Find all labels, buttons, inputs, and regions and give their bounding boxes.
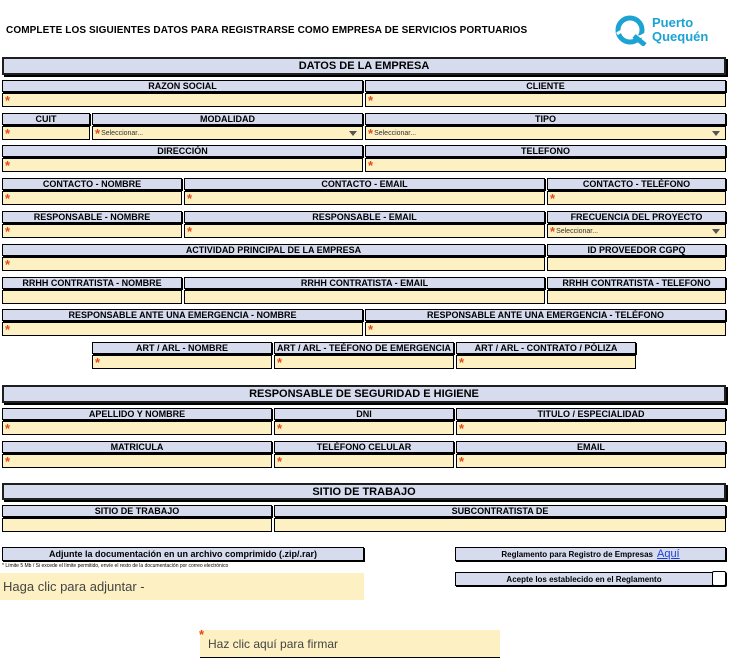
required-mark: * <box>5 453 11 469</box>
logo-text-quequen: Quequén <box>652 29 709 44</box>
direccion-input[interactable] <box>2 158 363 172</box>
telefono-celular-input[interactable] <box>274 454 454 468</box>
subcontratista-input[interactable] <box>274 518 726 532</box>
required-mark: * <box>459 420 465 436</box>
titulo-input[interactable] <box>456 421 726 435</box>
label-email: EMAIL <box>456 441 726 453</box>
required-mark: * <box>368 92 374 108</box>
label-responsable-email: RESPONSABLE - EMAIL <box>184 211 545 223</box>
label-contacto-telefono: CONTACTO - TELÉFONO <box>547 178 726 190</box>
emergencia-telefono-input[interactable] <box>365 322 726 336</box>
required-mark: * <box>5 321 11 337</box>
page-title: COMPLETE LOS SIGUIENTES DATOS PARA REGISTRARSE COMO EMPRESA DE SERVICIOS PORTUARIOS <box>6 25 528 36</box>
label-art-telefono: ART / ARL - TEÉFONO DE EMERGENCIA <box>274 342 454 354</box>
puerto-quequen-logo-icon <box>614 14 648 46</box>
required-mark: * <box>368 125 374 141</box>
signature-field[interactable] <box>199 627 500 658</box>
label-art-contrato: ART / ARL - CONTRATO / PÓLIZA <box>456 342 636 354</box>
label-contacto-nombre: CONTACTO - NOMBRE <box>2 178 182 190</box>
attach-note: * Límite 5 Mb / Si excede el límite permitido, envíe el resto de la documentación por correo electrónico <box>2 563 229 569</box>
chevron-down-icon <box>712 229 720 234</box>
label-modalidad: MODALIDAD <box>92 113 363 125</box>
label-rrhh-telefono: RRHH CONTRATISTA - TELEFONO <box>547 277 726 289</box>
required-mark: * <box>5 157 11 173</box>
required-mark: * <box>550 223 556 239</box>
label-direccion: DIRECCIÓN <box>2 145 363 157</box>
required-mark: * <box>5 256 11 272</box>
art-nombre-input[interactable] <box>92 355 272 369</box>
label-frecuencia: FRECUENCIA DEL PROYECTO <box>547 211 726 223</box>
reglamento-label: Reglamento para Registro de Empresas <box>501 549 653 559</box>
matricula-input[interactable] <box>2 454 272 468</box>
required-mark: * <box>5 420 11 436</box>
label-rrhh-email: RRHH CONTRATISTA - EMAIL <box>184 277 545 289</box>
modalidad-select[interactable] <box>92 126 363 140</box>
required-mark: * <box>368 157 374 173</box>
rrhh-telefono-input[interactable] <box>547 290 726 304</box>
contacto-email-input[interactable] <box>184 191 545 205</box>
required-mark: * <box>550 190 556 206</box>
rrhh-nombre-input[interactable] <box>2 290 182 304</box>
logo-text-puerto: Puerto <box>652 15 694 30</box>
chevron-down-icon <box>349 131 357 136</box>
responsable-email-input[interactable] <box>184 224 545 238</box>
required-mark: * <box>187 223 193 239</box>
label-emergencia-nombre: RESPONSABLE ANTE UNA EMERGENCIA - NOMBRE <box>2 309 363 321</box>
label-matricula: MATRICULA <box>2 441 272 453</box>
id-proveedor-input[interactable] <box>547 257 726 271</box>
attach-label: Adjunte la documentación en un archivo comprimido (.zip/.rar) <box>2 547 364 561</box>
section-sitio-trabajo: SITIO DE TRABAJO <box>2 483 726 500</box>
frecuencia-select[interactable] <box>547 224 726 238</box>
label-subcontratista: SUBCONTRATISTA DE <box>274 505 726 517</box>
required-mark: * <box>95 354 101 370</box>
dni-input[interactable] <box>274 421 454 435</box>
section-datos-empresa: DATOS DE LA EMPRESA <box>2 57 726 75</box>
apellido-nombre-input[interactable] <box>2 421 272 435</box>
frecuencia-selected: Seleccionar... <box>556 227 599 235</box>
required-mark: * <box>459 453 465 469</box>
label-telefono: TELEFONO <box>365 145 726 157</box>
required-mark: * <box>187 190 193 206</box>
label-telefono-celular: TELÉFONO CELULAR <box>274 441 454 453</box>
required-mark: * <box>277 420 283 436</box>
required-mark: * <box>5 223 11 239</box>
label-cuit: CUIT <box>2 113 90 125</box>
label-actividad: ACTIVIDAD PRINCIPAL DE LA EMPRESA <box>2 244 545 256</box>
label-cliente: CLIENTE <box>365 80 726 92</box>
emergencia-nombre-input[interactable] <box>2 322 363 336</box>
art-contrato-input[interactable] <box>456 355 636 369</box>
art-telefono-input[interactable] <box>274 355 454 369</box>
required-mark: * <box>5 125 11 141</box>
label-tipo: TIPO <box>365 113 726 125</box>
required-mark: * <box>95 125 101 141</box>
label-razon-social: RAZON SOCIAL <box>2 80 363 92</box>
required-mark: * <box>459 354 465 370</box>
contacto-nombre-input[interactable] <box>2 191 182 205</box>
email-input[interactable] <box>456 454 726 468</box>
accept-reglamento-label: Acepte los establecido en el Reglamento <box>455 572 713 586</box>
cliente-input[interactable] <box>365 93 726 107</box>
required-mark: * <box>5 92 11 108</box>
razon-social-input[interactable] <box>2 93 363 107</box>
tipo-selected: Seleccionar... <box>374 129 417 137</box>
sitio-trabajo-input[interactable] <box>2 518 272 532</box>
label-responsable-nombre: RESPONSABLE - NOMBRE <box>2 211 182 223</box>
tipo-select[interactable] <box>365 126 726 140</box>
required-mark: * <box>277 354 283 370</box>
required-mark: * <box>5 190 11 206</box>
label-titulo: TITULO / ESPECIALIDAD <box>456 408 726 420</box>
label-apellido-nombre: APELLIDO Y NOMBRE <box>2 408 272 420</box>
required-mark: * <box>368 321 374 337</box>
rrhh-email-input[interactable] <box>184 290 545 304</box>
label-art-nombre: ART / ARL - NOMBRE <box>92 342 272 354</box>
label-emergencia-telefono: RESPONSABLE ANTE UNA EMERGENCIA - TELÉFONO <box>365 309 726 321</box>
label-contacto-email: CONTACTO - EMAIL <box>184 178 545 190</box>
reglamento-box <box>455 547 726 561</box>
modalidad-selected: Seleccionar... <box>101 129 144 137</box>
chevron-down-icon <box>712 131 720 136</box>
signature-placeholder: Haz clic aquí para firmar <box>208 636 339 651</box>
label-rrhh-nombre: RRHH CONTRATISTA - NOMBRE <box>2 277 182 289</box>
signature-required-mark: * <box>199 627 205 642</box>
label-id-proveedor: ID PROVEEDOR CGPQ <box>547 244 726 256</box>
responsable-nombre-input[interactable] <box>2 224 182 238</box>
reglamento-link[interactable]: Aquí <box>656 548 680 560</box>
contacto-telefono-input[interactable] <box>547 191 726 205</box>
telefono-input[interactable] <box>365 158 726 172</box>
cuit-input[interactable] <box>2 126 90 140</box>
attach-button[interactable]: Haga clic para adjuntar - <box>0 573 364 600</box>
actividad-input[interactable] <box>2 257 545 271</box>
label-sitio-trabajo: SITIO DE TRABAJO <box>2 505 272 517</box>
logo <box>614 12 724 48</box>
section-seguridad-higiene: RESPONSABLE DE SEGURIDAD E HIGIENE <box>2 385 726 403</box>
accept-reglamento-checkbox[interactable] <box>712 571 726 586</box>
required-mark: * <box>277 453 283 469</box>
label-dni: DNI <box>274 408 454 420</box>
